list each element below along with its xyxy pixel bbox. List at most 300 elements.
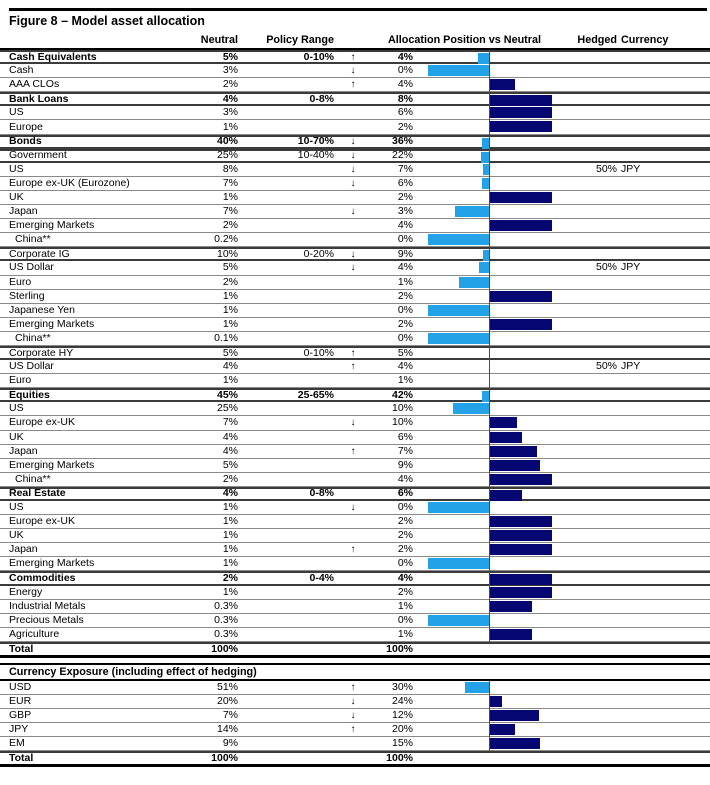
down-arrow-icon: ↓ xyxy=(350,248,356,260)
allocation-row xyxy=(0,92,710,106)
currency-exposure-table xyxy=(0,663,710,767)
allocation-value: 0% xyxy=(397,64,413,77)
hedged-value: 50% xyxy=(595,360,617,373)
row-label: Emerging Markets xyxy=(9,557,95,570)
allocation-row xyxy=(0,628,710,642)
allocation-value: 6% xyxy=(397,487,413,500)
down-arrow-icon: ↓ xyxy=(350,502,356,514)
overweight-bar xyxy=(490,516,552,527)
up-arrow-icon: ↑ xyxy=(350,681,356,693)
currency-value: JPY xyxy=(621,360,641,373)
allocation-value: 36% xyxy=(391,135,413,148)
row-label: Emerging Markets xyxy=(9,317,95,330)
allocation-value: 15% xyxy=(391,737,413,750)
row-label: Japanese Yen xyxy=(9,303,75,316)
allocation-value: 1% xyxy=(397,275,413,288)
currency-row xyxy=(0,737,710,751)
neutral-value: 2% xyxy=(222,275,238,288)
allocation-row xyxy=(0,219,710,233)
allocation-bar-cell xyxy=(413,276,553,289)
neutral-value: 1% xyxy=(222,190,238,203)
neutral-value: 0.3% xyxy=(214,627,238,640)
allocation-row xyxy=(0,614,710,628)
policy-range-value: 0-10% xyxy=(303,50,334,63)
allocation-bar-cell xyxy=(413,290,553,303)
down-arrow-icon: ↓ xyxy=(350,136,356,148)
allocation-row xyxy=(0,64,710,78)
row-label: China** xyxy=(15,331,51,344)
underweight-bar xyxy=(428,234,490,245)
allocation-bar-cell xyxy=(413,416,553,429)
allocation-value: 4% xyxy=(397,261,413,274)
row-label: Agriculture xyxy=(9,627,60,640)
underweight-bar xyxy=(428,333,490,344)
allocation-value: 42% xyxy=(391,388,413,401)
overweight-bar xyxy=(490,490,522,501)
currency-row xyxy=(0,695,710,709)
down-arrow-icon: ↓ xyxy=(350,150,356,162)
allocation-row xyxy=(0,346,710,360)
allocation-bar-cell xyxy=(413,219,553,232)
allocation-value: 6% xyxy=(397,176,413,189)
neutral-value: 5% xyxy=(222,50,238,63)
currency-row xyxy=(0,681,710,695)
allocation-row xyxy=(0,261,710,275)
overweight-bar xyxy=(490,724,515,735)
allocation-value: 4% xyxy=(397,360,413,373)
underweight-bar xyxy=(455,206,490,217)
neutral-value: 1% xyxy=(222,585,238,598)
allocation-bar-cell xyxy=(413,390,553,400)
allocation-bar-cell xyxy=(413,515,553,528)
neutral-value: 1% xyxy=(222,289,238,302)
policy-range-value: 0-10% xyxy=(303,346,334,359)
allocation-value: 2% xyxy=(397,515,413,528)
neutral-value: 40% xyxy=(216,135,238,148)
up-arrow-icon: ↑ xyxy=(350,347,356,359)
allocation-value: 1% xyxy=(397,627,413,640)
row-label: Emerging Markets xyxy=(9,219,95,232)
allocation-row xyxy=(0,571,710,585)
allocation-value: 2% xyxy=(397,529,413,542)
allocation-bar-cell xyxy=(413,473,553,486)
neutral-value: 1% xyxy=(222,557,238,570)
neutral-value: 1% xyxy=(222,501,238,514)
row-label: Total xyxy=(9,642,34,655)
allocation-value: 4% xyxy=(397,219,413,232)
row-label: EUR xyxy=(9,695,32,708)
allocation-row xyxy=(0,388,710,402)
down-arrow-icon: ↓ xyxy=(350,417,356,429)
row-label: Euro xyxy=(9,275,32,288)
allocation-bar-cell xyxy=(413,573,553,583)
allocation-value: 5% xyxy=(397,346,413,359)
allocation-row xyxy=(0,600,710,614)
neutral-value: 1% xyxy=(222,303,238,316)
allocation-row xyxy=(0,529,710,543)
allocation-row xyxy=(0,50,710,64)
allocation-bar-cell xyxy=(413,120,553,133)
allocation-value: 100% xyxy=(386,752,413,765)
allocation-row xyxy=(0,402,710,416)
neutral-value: 0.1% xyxy=(214,331,238,344)
allocation-bar-cell xyxy=(413,737,553,750)
row-label: GBP xyxy=(9,709,32,722)
allocation-bar-cell xyxy=(413,205,553,218)
allocation-row xyxy=(0,290,710,304)
row-label: US xyxy=(9,501,24,514)
policy-range-value: 25-65% xyxy=(297,388,334,401)
underweight-bar xyxy=(453,403,490,414)
allocation-row xyxy=(0,205,710,219)
allocation-bar-cell xyxy=(413,628,553,641)
row-label: Bonds xyxy=(9,135,42,148)
allocation-bar-cell xyxy=(413,94,553,104)
header-currency: Currency xyxy=(621,34,669,46)
overweight-bar xyxy=(490,192,552,203)
allocation-value: 7% xyxy=(397,162,413,175)
allocation-bar-cell xyxy=(413,52,553,62)
neutral-value: 20% xyxy=(216,695,238,708)
neutral-value: 5% xyxy=(222,346,238,359)
row-label: JPY xyxy=(9,723,29,736)
allocation-value: 22% xyxy=(391,149,413,162)
allocation-bar-cell xyxy=(413,360,553,373)
row-label: Japan xyxy=(9,205,38,218)
underweight-bar xyxy=(428,615,490,626)
currency-value: JPY xyxy=(621,162,641,175)
overweight-bar xyxy=(490,710,539,721)
underweight-bar xyxy=(459,277,490,288)
up-arrow-icon: ↑ xyxy=(350,361,356,373)
policy-range-value: 0-8% xyxy=(309,487,334,500)
neutral-value: 100% xyxy=(211,752,238,765)
allocation-bar-cell xyxy=(413,586,553,599)
neutral-value: 4% xyxy=(222,444,238,457)
allocation-table-header xyxy=(0,29,710,50)
policy-range-value: 10-40% xyxy=(297,149,334,162)
allocation-bar-cell xyxy=(413,402,553,415)
neutral-value: 1% xyxy=(222,529,238,542)
allocation-row xyxy=(0,557,710,571)
row-label: Europe ex-UK xyxy=(9,416,75,429)
allocation-row xyxy=(0,332,710,346)
allocation-row xyxy=(0,473,710,487)
allocation-value: 20% xyxy=(391,723,413,736)
neutral-value: 14% xyxy=(216,723,238,736)
neutral-value: 3% xyxy=(222,106,238,119)
allocation-row xyxy=(0,543,710,557)
report-figure-page xyxy=(0,8,710,785)
neutral-value: 25% xyxy=(216,402,238,415)
row-label: Corporate IG xyxy=(9,247,70,260)
neutral-value: 2% xyxy=(222,472,238,485)
row-label: Real Estate xyxy=(9,487,66,500)
row-label: EM xyxy=(9,737,25,750)
neutral-value: 7% xyxy=(222,205,238,218)
neutral-value: 1% xyxy=(222,543,238,556)
row-label: Corporate HY xyxy=(9,346,74,359)
row-label: US xyxy=(9,106,24,119)
allocation-row xyxy=(0,360,710,374)
hedged-value: 50% xyxy=(595,261,617,274)
allocation-bar-cell xyxy=(413,501,553,514)
row-label: USD xyxy=(9,680,32,693)
overweight-bar xyxy=(490,574,552,585)
overweight-bar xyxy=(490,587,552,598)
allocation-value: 6% xyxy=(397,106,413,119)
allocation-bar-cell xyxy=(413,304,553,317)
currency-value: JPY xyxy=(621,261,641,274)
overweight-bar xyxy=(490,417,517,428)
overweight-bar xyxy=(490,107,552,118)
down-arrow-icon: ↓ xyxy=(350,65,356,77)
allocation-row xyxy=(0,163,710,177)
allocation-bar-cell xyxy=(413,489,553,499)
allocation-row xyxy=(0,149,710,163)
header-policy-range: Policy Range xyxy=(266,34,334,46)
currency-row xyxy=(0,751,710,767)
policy-range-value: 0-8% xyxy=(309,92,334,105)
neutral-value: 3% xyxy=(222,64,238,77)
allocation-row xyxy=(0,416,710,430)
overweight-bar xyxy=(490,738,540,749)
allocation-bar-cell xyxy=(413,177,553,190)
allocation-bar-cell xyxy=(413,695,553,708)
neutral-value: 1% xyxy=(222,317,238,330)
allocation-bar-cell xyxy=(413,431,553,444)
down-arrow-icon: ↓ xyxy=(350,177,356,189)
row-label: Europe ex-UK (Eurozone) xyxy=(9,176,130,189)
allocation-row xyxy=(0,276,710,290)
overweight-bar xyxy=(490,696,502,707)
up-arrow-icon: ↑ xyxy=(350,79,356,91)
allocation-value: 4% xyxy=(397,50,413,63)
allocation-row xyxy=(0,247,710,261)
row-label: Precious Metals xyxy=(9,613,84,626)
allocation-bar-cell xyxy=(413,332,553,345)
bar-axis-line xyxy=(489,50,490,642)
row-label: China** xyxy=(15,472,51,485)
row-label: Energy xyxy=(9,585,43,598)
allocation-value: 0% xyxy=(397,331,413,344)
allocation-bar-cell xyxy=(413,753,553,764)
down-arrow-icon: ↓ xyxy=(350,163,356,175)
neutral-value: 0.2% xyxy=(214,233,238,246)
row-label: UK xyxy=(9,190,24,203)
overweight-bar xyxy=(490,220,552,231)
row-label: UK xyxy=(9,430,24,443)
overweight-bar xyxy=(490,601,532,612)
allocation-row xyxy=(0,191,710,205)
allocation-row xyxy=(0,135,710,149)
allocation-row xyxy=(0,177,710,191)
down-arrow-icon: ↓ xyxy=(350,262,356,274)
allocation-bar-cell xyxy=(413,529,553,542)
neutral-value: 5% xyxy=(222,458,238,471)
allocation-value: 4% xyxy=(397,572,413,585)
allocation-row xyxy=(0,120,710,134)
allocation-bar-cell xyxy=(413,709,553,722)
row-label: AAA CLOs xyxy=(9,78,60,91)
row-label: Cash xyxy=(9,64,34,77)
row-label: Bank Loans xyxy=(9,92,69,105)
top-rule xyxy=(9,8,707,11)
allocation-bar-cell xyxy=(413,557,553,570)
allocation-bar-cell xyxy=(413,163,553,176)
neutral-value: 5% xyxy=(222,261,238,274)
allocation-value: 2% xyxy=(397,120,413,133)
allocation-row xyxy=(0,374,710,388)
neutral-value: 10% xyxy=(216,247,238,260)
allocation-row xyxy=(0,233,710,247)
allocation-row xyxy=(0,318,710,332)
neutral-value: 2% xyxy=(222,78,238,91)
allocation-row xyxy=(0,445,710,459)
row-label: Total xyxy=(9,752,34,765)
neutral-value: 2% xyxy=(222,572,238,585)
allocation-bar-cell xyxy=(413,64,553,77)
overweight-bar xyxy=(490,95,552,106)
up-arrow-icon: ↑ xyxy=(350,724,356,736)
row-label: Euro xyxy=(9,374,32,387)
allocation-value: 1% xyxy=(397,374,413,387)
row-label: US xyxy=(9,402,24,415)
allocation-value: 100% xyxy=(386,642,413,655)
allocation-bar-cell xyxy=(413,445,553,458)
underweight-bar xyxy=(465,682,490,693)
row-label: Japan xyxy=(9,444,38,457)
allocation-value: 4% xyxy=(397,472,413,485)
neutral-value: 9% xyxy=(222,737,238,750)
overweight-bar xyxy=(490,446,537,457)
neutral-value: 7% xyxy=(222,176,238,189)
row-label: US Dollar xyxy=(9,360,54,373)
neutral-value: 4% xyxy=(222,430,238,443)
allocation-value: 24% xyxy=(391,695,413,708)
allocation-value: 10% xyxy=(391,402,413,415)
overweight-bar xyxy=(490,629,532,640)
allocation-value: 1% xyxy=(397,599,413,612)
allocation-bar-cell xyxy=(413,261,553,274)
row-label: Cash Equivalents xyxy=(9,50,97,63)
neutral-value: 25% xyxy=(216,149,238,162)
underweight-bar xyxy=(428,305,490,316)
header-hedged: Hedged xyxy=(577,34,617,46)
neutral-value: 1% xyxy=(222,120,238,133)
row-label: UK xyxy=(9,529,24,542)
allocation-row xyxy=(0,642,710,658)
allocation-bar-cell xyxy=(413,348,553,358)
allocation-row xyxy=(0,459,710,473)
allocation-bar-cell xyxy=(413,191,553,204)
allocation-bar-cell xyxy=(413,137,553,147)
currency-rows xyxy=(0,681,710,767)
allocation-bar-cell xyxy=(413,644,553,655)
allocation-bar-cell xyxy=(413,233,553,246)
allocation-value: 0% xyxy=(397,613,413,626)
allocation-bar-cell xyxy=(413,78,553,91)
allocation-value: 3% xyxy=(397,205,413,218)
overweight-bar xyxy=(490,432,522,443)
overweight-bar xyxy=(490,79,515,90)
allocation-value: 0% xyxy=(397,233,413,246)
row-label: Industrial Metals xyxy=(9,599,86,612)
policy-range-value: 10-70% xyxy=(297,135,334,148)
row-label: Government xyxy=(9,149,67,162)
hedged-value: 50% xyxy=(595,162,617,175)
neutral-value: 7% xyxy=(222,709,238,722)
allocation-value: 8% xyxy=(397,92,413,105)
allocation-row xyxy=(0,106,710,120)
allocation-bar-cell xyxy=(413,681,553,694)
neutral-value: 1% xyxy=(222,374,238,387)
row-label: Equities xyxy=(9,388,50,401)
up-arrow-icon: ↑ xyxy=(350,544,356,556)
bar-axis-line-2 xyxy=(489,681,490,752)
allocation-value: 2% xyxy=(397,317,413,330)
up-arrow-icon: ↑ xyxy=(350,445,356,457)
underweight-bar xyxy=(428,502,490,513)
neutral-value: 0.3% xyxy=(214,599,238,612)
allocation-value: 6% xyxy=(397,430,413,443)
row-label: Europe ex-UK xyxy=(9,515,75,528)
overweight-bar xyxy=(490,544,552,555)
allocation-row xyxy=(0,501,710,515)
neutral-value: 100% xyxy=(211,642,238,655)
allocation-row xyxy=(0,304,710,318)
allocation-bar-cell xyxy=(413,374,553,387)
currency-row xyxy=(0,723,710,737)
neutral-value: 2% xyxy=(222,219,238,232)
row-label: China** xyxy=(15,233,51,246)
allocation-value: 4% xyxy=(397,78,413,91)
allocation-bar-cell xyxy=(413,151,553,161)
allocation-value: 30% xyxy=(391,680,413,693)
allocation-value: 2% xyxy=(397,585,413,598)
up-arrow-icon: ↑ xyxy=(350,51,356,63)
allocation-bar-cell xyxy=(413,614,553,627)
allocation-rows xyxy=(0,50,710,658)
overweight-bar xyxy=(490,460,540,471)
allocation-value: 9% xyxy=(397,247,413,260)
row-label: US Dollar xyxy=(9,261,54,274)
underweight-bar xyxy=(428,65,490,76)
allocation-bar-cell xyxy=(413,459,553,472)
neutral-value: 4% xyxy=(222,360,238,373)
row-label: Japan xyxy=(9,543,38,556)
row-label: Europe xyxy=(9,120,43,133)
allocation-bar-cell xyxy=(413,249,553,259)
neutral-value: 4% xyxy=(222,92,238,105)
allocation-value: 2% xyxy=(397,289,413,302)
allocation-row xyxy=(0,78,710,92)
allocation-row xyxy=(0,431,710,445)
allocation-table xyxy=(0,29,710,658)
overweight-bar xyxy=(490,474,552,485)
allocation-bar-cell xyxy=(413,543,553,556)
row-label: Commodities xyxy=(9,572,76,585)
neutral-value: 4% xyxy=(222,487,238,500)
neutral-value: 8% xyxy=(222,162,238,175)
currency-exposure-title: Currency Exposure (including effect of hedging) xyxy=(0,665,710,681)
neutral-value: 0.3% xyxy=(214,613,238,626)
neutral-value: 7% xyxy=(222,416,238,429)
underweight-bar xyxy=(428,558,490,569)
down-arrow-icon: ↓ xyxy=(350,206,356,218)
header-neutral: Neutral xyxy=(200,34,238,46)
overweight-bar xyxy=(490,319,552,330)
